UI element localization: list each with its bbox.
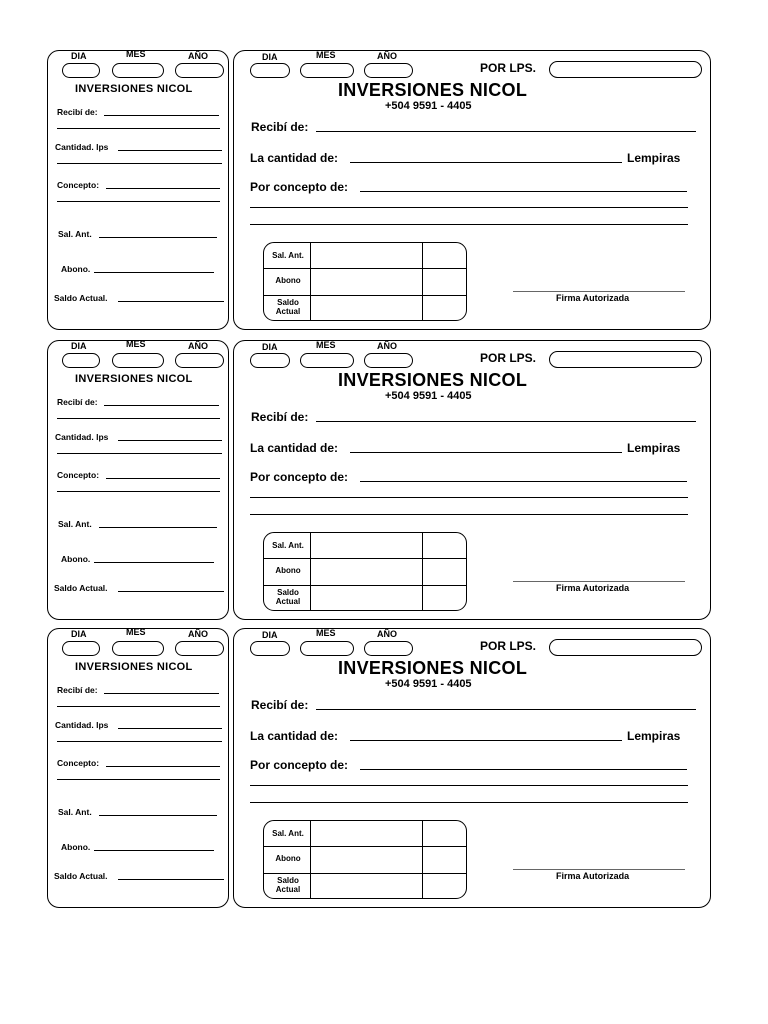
stub-sal-ant-line[interactable] bbox=[99, 815, 217, 816]
receipt-main bbox=[233, 50, 711, 330]
main-mes-field[interactable] bbox=[300, 63, 354, 78]
stub-cantidad-line[interactable] bbox=[118, 150, 222, 151]
cantidad-label: La cantidad de: bbox=[250, 441, 339, 455]
stub-abono-line[interactable] bbox=[94, 272, 214, 273]
stub-dia-field[interactable] bbox=[62, 641, 100, 656]
recibi-line[interactable] bbox=[316, 421, 696, 422]
main-mes-field[interactable] bbox=[300, 353, 354, 368]
main-dia-field[interactable] bbox=[250, 641, 290, 656]
main-mes-label: MES bbox=[316, 50, 336, 60]
stub-ano-label: AÑO bbox=[188, 341, 208, 351]
stub-abono-label: Abono. bbox=[61, 842, 91, 852]
main-dia-label: DIA bbox=[262, 52, 278, 62]
table-sal-ant-label: Sal. Ant. bbox=[272, 829, 304, 838]
main-ano-label: AÑO bbox=[377, 341, 397, 351]
stub-cantidad-line-2[interactable] bbox=[57, 163, 222, 164]
main-ano-label: AÑO bbox=[377, 51, 397, 61]
table-divider bbox=[310, 821, 311, 898]
cantidad-label: La cantidad de: bbox=[250, 729, 339, 743]
main-dia-field[interactable] bbox=[250, 63, 290, 78]
lempiras-label: Lempiras bbox=[627, 729, 681, 743]
stub-ano-label: AÑO bbox=[188, 51, 208, 61]
stub-dia-field[interactable] bbox=[62, 63, 100, 78]
stub-concepto-line-2[interactable] bbox=[57, 201, 220, 202]
stub-sal-ant-label: Sal. Ant. bbox=[58, 807, 92, 817]
concepto-line-3[interactable] bbox=[250, 802, 688, 803]
table-divider bbox=[310, 243, 311, 320]
stub-cantidad-label: Cantidad. lps bbox=[55, 142, 109, 152]
stub-abono-label: Abono. bbox=[61, 554, 91, 564]
stub-saldo-actual-line[interactable] bbox=[118, 591, 224, 592]
table-divider bbox=[264, 846, 466, 847]
stub-recibi-line-2[interactable] bbox=[57, 128, 220, 129]
stub-ano-label: AÑO bbox=[188, 629, 208, 639]
stub-mes-label: MES bbox=[126, 339, 146, 349]
firma-label: Firma Autorizada bbox=[556, 293, 630, 303]
receipt-stub bbox=[47, 628, 229, 908]
table-divider bbox=[264, 873, 466, 874]
stub-ano-field[interactable] bbox=[175, 641, 224, 656]
concepto-line-2[interactable] bbox=[250, 207, 688, 208]
main-title: INVERSIONES NICOL bbox=[338, 370, 528, 390]
table-divider bbox=[264, 295, 466, 296]
main-ano-field[interactable] bbox=[364, 63, 413, 78]
main-dia-label: DIA bbox=[262, 630, 278, 640]
stub-abono-line[interactable] bbox=[94, 562, 214, 563]
receipt-stub bbox=[47, 50, 229, 330]
cantidad-line[interactable] bbox=[350, 162, 622, 163]
stub-mes-field[interactable] bbox=[112, 63, 164, 78]
por-lps-field[interactable] bbox=[549, 639, 702, 656]
signature-line[interactable] bbox=[513, 291, 685, 292]
main-ano-label: AÑO bbox=[377, 629, 397, 639]
table-saldo-actual-label: Saldo Actual bbox=[275, 298, 301, 317]
balance-table bbox=[263, 532, 467, 611]
stub-ano-field[interactable] bbox=[175, 353, 224, 368]
receipt-2 bbox=[0, 340, 768, 630]
main-mes-field[interactable] bbox=[300, 641, 354, 656]
stub-cantidad-line[interactable] bbox=[118, 440, 222, 441]
stub-saldo-actual-label: Saldo Actual. bbox=[54, 583, 108, 593]
table-divider bbox=[264, 585, 466, 586]
concepto-line-2[interactable] bbox=[250, 497, 688, 498]
main-phone: +504 9591 - 4405 bbox=[385, 390, 472, 402]
table-divider bbox=[422, 821, 423, 898]
stub-dia-label: DIA bbox=[71, 341, 87, 351]
stub-cantidad-label: Cantidad. lps bbox=[55, 432, 109, 442]
stub-recibi-label: Recibí de: bbox=[57, 107, 98, 117]
stub-saldo-actual-line[interactable] bbox=[118, 301, 224, 302]
stub-abono-label: Abono. bbox=[61, 264, 91, 274]
stub-saldo-actual-line[interactable] bbox=[118, 879, 224, 880]
stub-title: INVERSIONES NICOL bbox=[75, 661, 193, 673]
table-abono-label: Abono bbox=[275, 276, 301, 285]
table-saldo-actual-label: Saldo Actual bbox=[275, 876, 301, 895]
por-lps-field[interactable] bbox=[549, 351, 702, 368]
receipt-1 bbox=[0, 50, 768, 340]
stub-recibi-line[interactable] bbox=[104, 115, 219, 116]
concepto-line-3[interactable] bbox=[250, 514, 688, 515]
stub-cantidad-line-2[interactable] bbox=[57, 741, 222, 742]
main-dia-field[interactable] bbox=[250, 353, 290, 368]
concepto-line[interactable] bbox=[360, 191, 687, 192]
concepto-line[interactable] bbox=[360, 769, 687, 770]
stub-sal-ant-label: Sal. Ant. bbox=[58, 229, 92, 239]
stub-mes-field[interactable] bbox=[112, 641, 164, 656]
stub-dia-label: DIA bbox=[71, 51, 87, 61]
main-title: INVERSIONES NICOL bbox=[338, 80, 528, 100]
concepto-line[interactable] bbox=[360, 481, 687, 482]
cantidad-label: La cantidad de: bbox=[250, 151, 339, 165]
stub-title: INVERSIONES NICOL bbox=[75, 373, 193, 385]
cantidad-line[interactable] bbox=[350, 452, 622, 453]
stub-saldo-actual-label: Saldo Actual. bbox=[54, 293, 108, 303]
stub-mes-field[interactable] bbox=[112, 353, 164, 368]
balance-table bbox=[263, 242, 467, 321]
concepto-label: Por concepto de: bbox=[250, 758, 349, 772]
stub-dia-label: DIA bbox=[71, 629, 87, 639]
table-divider bbox=[264, 558, 466, 559]
stub-recibi-label: Recibí de: bbox=[57, 685, 98, 695]
main-phone: +504 9591 - 4405 bbox=[385, 100, 472, 112]
stub-saldo-actual-label: Saldo Actual. bbox=[54, 871, 108, 881]
firma-label: Firma Autorizada bbox=[556, 871, 630, 881]
main-mes-label: MES bbox=[316, 340, 336, 350]
recibi-label: Recibí de: bbox=[251, 698, 309, 712]
main-title: INVERSIONES NICOL bbox=[338, 658, 528, 678]
por-lps-label: POR LPS. bbox=[480, 351, 537, 365]
stub-sal-ant-label: Sal. Ant. bbox=[58, 519, 92, 529]
stub-recibi-label: Recibí de: bbox=[57, 397, 98, 407]
stub-concepto-line[interactable] bbox=[106, 478, 220, 479]
stub-ano-field[interactable] bbox=[175, 63, 224, 78]
table-divider bbox=[264, 268, 466, 269]
receipt-stub bbox=[47, 340, 229, 620]
balance-table bbox=[263, 820, 467, 899]
recibi-line[interactable] bbox=[316, 131, 696, 132]
receipt-3 bbox=[0, 628, 768, 918]
main-ano-field[interactable] bbox=[364, 641, 413, 656]
stub-concepto-line-2[interactable] bbox=[57, 779, 220, 780]
recibi-line[interactable] bbox=[316, 709, 696, 710]
stub-cantidad-line[interactable] bbox=[118, 728, 222, 729]
firma-label: Firma Autorizada bbox=[556, 583, 630, 593]
stub-concepto-label: Concepto: bbox=[57, 758, 100, 768]
concepto-line-2[interactable] bbox=[250, 785, 688, 786]
stub-recibi-line[interactable] bbox=[104, 405, 219, 406]
stub-concepto-line[interactable] bbox=[106, 188, 220, 189]
stub-concepto-line[interactable] bbox=[106, 766, 220, 767]
lempiras-label: Lempiras bbox=[627, 151, 681, 165]
cantidad-line[interactable] bbox=[350, 740, 622, 741]
stub-abono-line[interactable] bbox=[94, 850, 214, 851]
stub-cantidad-line-2[interactable] bbox=[57, 453, 222, 454]
stub-recibi-line-2[interactable] bbox=[57, 706, 220, 707]
signature-line[interactable] bbox=[513, 869, 685, 870]
table-abono-label: Abono bbox=[275, 854, 301, 863]
table-saldo-actual-label: Saldo Actual bbox=[275, 588, 301, 607]
recibi-label: Recibí de: bbox=[251, 120, 309, 134]
por-lps-field[interactable] bbox=[549, 61, 702, 78]
receipt-main bbox=[233, 340, 711, 620]
table-divider bbox=[310, 533, 311, 610]
receipt-main bbox=[233, 628, 711, 908]
stub-concepto-label: Concepto: bbox=[57, 180, 100, 190]
table-divider bbox=[422, 243, 423, 320]
por-lps-label: POR LPS. bbox=[480, 61, 537, 75]
main-mes-label: MES bbox=[316, 628, 336, 638]
stub-cantidad-label: Cantidad. lps bbox=[55, 720, 109, 730]
stub-sal-ant-line[interactable] bbox=[99, 527, 217, 528]
main-phone: +504 9591 - 4405 bbox=[385, 678, 472, 690]
concepto-label: Por concepto de: bbox=[250, 470, 349, 484]
stub-mes-label: MES bbox=[126, 49, 146, 59]
main-ano-field[interactable] bbox=[364, 353, 413, 368]
table-sal-ant-label: Sal. Ant. bbox=[272, 541, 304, 550]
stub-title: INVERSIONES NICOL bbox=[75, 83, 193, 95]
recibi-label: Recibí de: bbox=[251, 410, 309, 424]
concepto-line-3[interactable] bbox=[250, 224, 688, 225]
signature-line[interactable] bbox=[513, 581, 685, 582]
stub-dia-field[interactable] bbox=[62, 353, 100, 368]
stub-recibi-line[interactable] bbox=[104, 693, 219, 694]
table-divider bbox=[422, 533, 423, 610]
stub-mes-label: MES bbox=[126, 627, 146, 637]
stub-concepto-line-2[interactable] bbox=[57, 491, 220, 492]
stub-concepto-label: Concepto: bbox=[57, 470, 100, 480]
table-abono-label: Abono bbox=[275, 566, 301, 575]
stub-sal-ant-line[interactable] bbox=[99, 237, 217, 238]
lempiras-label: Lempiras bbox=[627, 441, 681, 455]
main-dia-label: DIA bbox=[262, 342, 278, 352]
por-lps-label: POR LPS. bbox=[480, 639, 537, 653]
table-sal-ant-label: Sal. Ant. bbox=[272, 251, 304, 260]
stub-recibi-line-2[interactable] bbox=[57, 418, 220, 419]
concepto-label: Por concepto de: bbox=[250, 180, 349, 194]
